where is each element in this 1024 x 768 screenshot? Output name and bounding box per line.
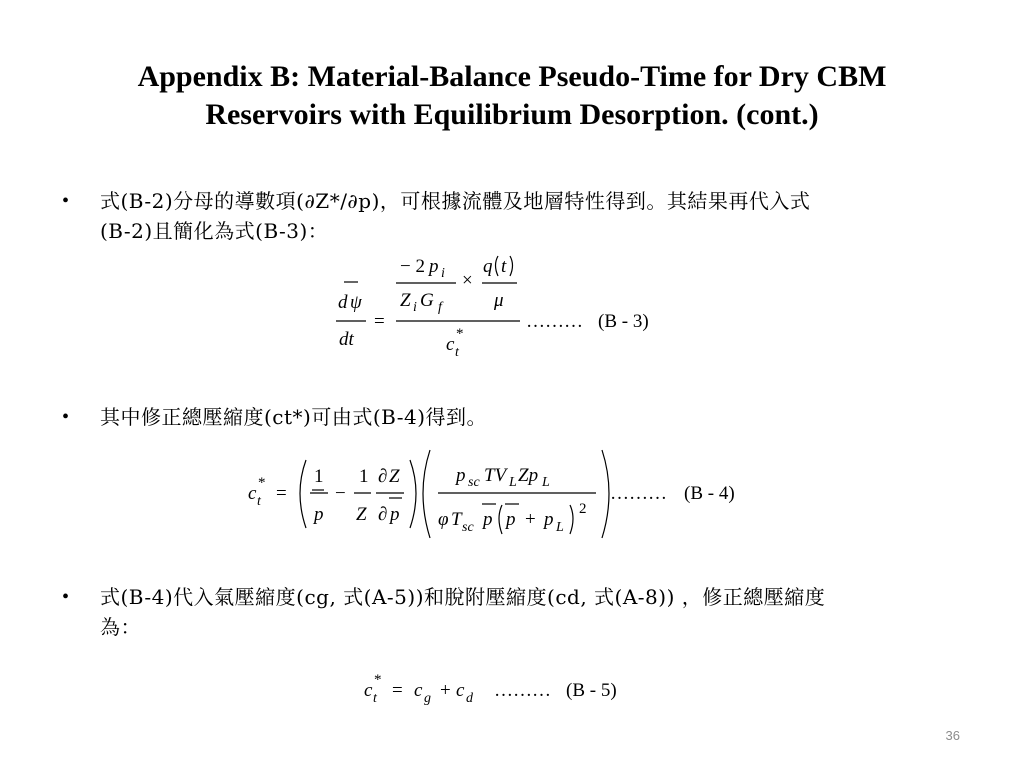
svg-text:∂: ∂ <box>378 466 388 487</box>
svg-text:G: G <box>420 290 434 311</box>
svg-text:Zp: Zp <box>518 465 539 486</box>
svg-text:c: c <box>248 483 257 504</box>
svg-text:μ: μ <box>494 290 504 311</box>
svg-text:t: t <box>501 256 507 277</box>
svg-text:− 2: − 2 <box>400 256 425 277</box>
b4-dots: ……… <box>610 483 667 504</box>
bullet-2-line-1: 其中修正總壓縮度(ct*)可由式(B-4)得到。 <box>100 405 487 429</box>
bullet-2-symbol: • <box>62 406 70 428</box>
svg-text:dt: dt <box>339 329 354 350</box>
svg-text:L: L <box>556 520 564 535</box>
bullet-1 <box>62 186 962 246</box>
b4-inner-paren-right <box>570 505 573 534</box>
b4-paren-1-right <box>410 460 416 528</box>
svg-text:p: p <box>390 504 400 525</box>
svg-text:p: p <box>483 509 493 530</box>
svg-text:c: c <box>446 334 455 355</box>
svg-text:Z: Z <box>400 290 411 311</box>
svg-text:L: L <box>509 475 517 490</box>
svg-text:T: T <box>451 509 462 530</box>
svg-text:c: c <box>364 680 373 701</box>
svg-text:*: * <box>456 326 464 342</box>
title-line-2: Reservoirs with Equilibrium Desorption. (cont.) <box>205 98 819 131</box>
b3-label: (B - 3) <box>598 311 649 332</box>
svg-text:×: × <box>462 270 473 291</box>
svg-text:g: g <box>424 691 431 706</box>
svg-text:=: = <box>374 311 385 332</box>
svg-text:+: + <box>525 509 536 530</box>
bullet-2 <box>62 402 962 432</box>
svg-text:=: = <box>392 680 403 701</box>
slide-title <box>40 58 984 134</box>
svg-text:−: − <box>335 483 346 504</box>
svg-text:p: p <box>544 509 554 530</box>
svg-text:c: c <box>414 680 423 701</box>
svg-text:2: 2 <box>579 501 587 517</box>
bullet-3-line-1: 式(B-4)代入氣壓縮度(cg, 式(A-5))和脫附壓縮度(cd, 式(A-8)) ，修正總壓縮度 <box>100 585 826 609</box>
paren-right <box>510 256 513 276</box>
svg-text:i: i <box>441 266 445 281</box>
svg-text:sc: sc <box>462 520 474 535</box>
b4-paren-1-left <box>300 460 306 528</box>
equation-b5 <box>360 664 660 714</box>
svg-text:t: t <box>373 691 377 706</box>
svg-text:p: p <box>506 509 516 530</box>
svg-text:c: c <box>456 680 465 701</box>
b4-inner-paren-left <box>499 505 502 534</box>
svg-text:*: * <box>258 475 266 491</box>
bullet-3-line-2: 為： <box>100 615 141 639</box>
svg-text:Z: Z <box>389 466 400 487</box>
page-number: 36 <box>945 728 960 743</box>
svg-text:∂: ∂ <box>378 504 388 525</box>
svg-text:+: + <box>440 680 451 701</box>
svg-text:t: t <box>455 345 459 360</box>
svg-text:d: d <box>466 691 473 706</box>
bullet-1-line-2: (B-2)且簡化為式(B-3)： <box>100 219 329 243</box>
svg-text:1: 1 <box>314 466 324 487</box>
svg-text:p: p <box>314 504 324 525</box>
svg-text:1: 1 <box>359 466 369 487</box>
svg-text:Z: Z <box>356 504 367 525</box>
svg-text:L: L <box>542 475 550 490</box>
b4-paren-2-right <box>602 450 609 538</box>
svg-text:f: f <box>438 300 442 315</box>
b4-paren-2-left <box>423 450 430 538</box>
bullet-1-symbol: • <box>62 190 70 212</box>
svg-text:i: i <box>413 300 417 315</box>
bullet-3-symbol: • <box>62 586 70 608</box>
b5-dots: ……… <box>494 680 551 701</box>
svg-text:q: q <box>483 256 493 277</box>
b5-label: (B - 5) <box>566 680 617 701</box>
svg-text:p: p <box>429 256 439 277</box>
title-line-1: Appendix B: Material-Balance Pseudo-Time for Dry CBM <box>137 60 887 93</box>
svg-text:*: * <box>374 672 382 688</box>
svg-text:t: t <box>257 494 261 509</box>
svg-text:p: p <box>456 465 466 486</box>
svg-text:d: d <box>338 292 348 313</box>
equation-b3 <box>320 248 680 368</box>
b4-label: (B - 4) <box>684 483 735 504</box>
bullet-1-line-1: 式(B-2)分母的導數項(∂Z*/∂p)，可根據流體及地層特性得到。其結果再代入式 <box>100 189 811 213</box>
svg-text:TV: TV <box>484 465 507 486</box>
svg-text:sc: sc <box>468 475 480 490</box>
svg-text:ψ: ψ <box>350 292 362 313</box>
svg-text:=: = <box>276 483 287 504</box>
b3-dots: ……… <box>526 311 583 332</box>
svg-text:φ: φ <box>438 509 449 530</box>
paren-left <box>496 256 499 276</box>
equation-b4 <box>240 446 760 546</box>
bullet-3 <box>62 582 962 642</box>
